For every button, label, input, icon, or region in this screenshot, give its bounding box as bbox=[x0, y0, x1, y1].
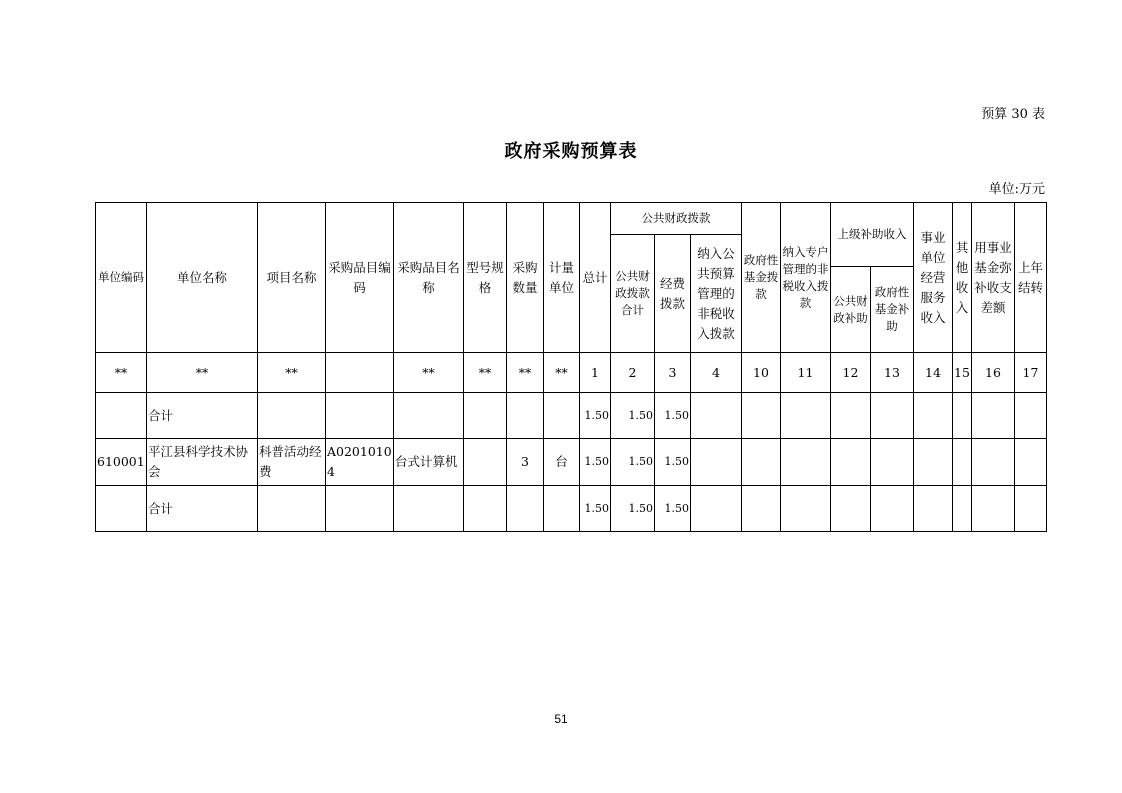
index-cell: 15 bbox=[953, 353, 972, 393]
cell-empty bbox=[831, 486, 871, 532]
col-unit-code: 单位编码 bbox=[96, 203, 147, 353]
col-measure-unit: 计量单位 bbox=[544, 203, 580, 353]
cell-item-code: A02010104 bbox=[326, 439, 394, 486]
index-cell: ** bbox=[464, 353, 507, 393]
col-carryover: 上年结转 bbox=[1015, 203, 1047, 353]
cell-item-name bbox=[394, 486, 464, 532]
cell-empty bbox=[742, 439, 781, 486]
cell-unit-name: 合计 bbox=[147, 486, 258, 532]
index-cell: ** bbox=[258, 353, 326, 393]
col-item-code: 采购品目编码 bbox=[326, 203, 394, 353]
cell-total: 1.50 bbox=[580, 439, 611, 486]
col-spec: 型号规格 bbox=[464, 203, 507, 353]
page-number: 51 bbox=[554, 712, 568, 726]
cell-empty bbox=[742, 486, 781, 532]
cell-quantity bbox=[507, 486, 544, 532]
cell-empty bbox=[831, 393, 871, 439]
index-cell bbox=[326, 353, 394, 393]
cell-unit-name: 合计 bbox=[147, 393, 258, 439]
cell-empty bbox=[972, 439, 1015, 486]
col-project-name: 项目名称 bbox=[258, 203, 326, 353]
index-cell: 14 bbox=[914, 353, 953, 393]
col-superior-subsidy: 上级补助收入 bbox=[831, 203, 914, 267]
col-other-income: 其他收入 bbox=[953, 203, 972, 353]
col-unit-name: 单位名称 bbox=[147, 203, 258, 353]
index-cell: ** bbox=[96, 353, 147, 393]
cell-empty bbox=[781, 486, 831, 532]
cell-empty bbox=[691, 439, 742, 486]
page-title: 政府采购预算表 bbox=[504, 141, 638, 162]
cell-public-fiscal-total: 1.50 bbox=[611, 439, 655, 486]
cell-unit-code: 610001 bbox=[96, 439, 147, 486]
cell-expense-grant: 1.50 bbox=[655, 439, 691, 486]
col-public-fiscal-total: 公共财政拨款合计 bbox=[611, 235, 655, 353]
cell-empty bbox=[691, 486, 742, 532]
col-nontax-in-budget: 纳入公共预算管理的非税收入拨款 bbox=[691, 235, 742, 353]
cell-spec bbox=[464, 486, 507, 532]
cell-spec bbox=[464, 439, 507, 486]
cell-measure-unit: 台 bbox=[544, 439, 580, 486]
index-row bbox=[96, 353, 1047, 393]
cell-measure-unit bbox=[544, 486, 580, 532]
cell-measure-unit bbox=[544, 393, 580, 439]
cell-quantity bbox=[507, 393, 544, 439]
col-reserve-fund: 用事业基金弥补收支差额 bbox=[972, 203, 1015, 353]
cell-empty bbox=[781, 439, 831, 486]
table-row bbox=[96, 439, 1047, 486]
table-row bbox=[96, 393, 1047, 439]
cell-total: 1.50 bbox=[580, 393, 611, 439]
cell-empty bbox=[1015, 393, 1047, 439]
cell-public-fiscal-total: 1.50 bbox=[611, 393, 655, 439]
index-cell: 4 bbox=[691, 353, 742, 393]
col-superior-public-fiscal: 公共财政补助 bbox=[831, 267, 871, 353]
index-cell: ** bbox=[507, 353, 544, 393]
col-item-name: 采购品目名称 bbox=[394, 203, 464, 353]
cell-empty bbox=[871, 486, 914, 532]
cell-empty bbox=[914, 393, 953, 439]
col-gov-fund-grant: 政府性基金拨款 bbox=[742, 203, 781, 353]
index-cell: ** bbox=[147, 353, 258, 393]
cell-empty bbox=[691, 393, 742, 439]
cell-unit-name: 平江县科学技术协会 bbox=[147, 439, 258, 486]
cell-empty bbox=[972, 393, 1015, 439]
header-row-1 bbox=[96, 203, 1047, 235]
cell-unit-code bbox=[96, 393, 147, 439]
index-cell: 10 bbox=[742, 353, 781, 393]
cell-spec bbox=[464, 393, 507, 439]
cell-empty bbox=[871, 393, 914, 439]
form-number: 预算 30 表 bbox=[981, 107, 1045, 122]
cell-empty bbox=[1015, 439, 1047, 486]
unit-label: 单位:万元 bbox=[988, 182, 1045, 197]
col-business-revenue: 事业单位经营服务收入 bbox=[914, 203, 953, 353]
cell-project-name bbox=[258, 486, 326, 532]
cell-item-name: 台式计算机 bbox=[394, 439, 464, 486]
cell-empty bbox=[953, 393, 972, 439]
procurement-budget-table bbox=[95, 202, 1047, 532]
cell-project-name bbox=[258, 393, 326, 439]
cell-total: 1.50 bbox=[580, 486, 611, 532]
col-quantity: 采购数量 bbox=[507, 203, 544, 353]
cell-empty bbox=[742, 393, 781, 439]
cell-empty bbox=[953, 486, 972, 532]
cell-project-name: 科普活动经费 bbox=[258, 439, 326, 486]
cell-empty bbox=[914, 486, 953, 532]
index-cell: 1 bbox=[580, 353, 611, 393]
col-total: 总计 bbox=[580, 203, 611, 353]
col-expense-grant: 经费拨款 bbox=[655, 235, 691, 353]
index-cell: ** bbox=[394, 353, 464, 393]
index-cell: 16 bbox=[972, 353, 1015, 393]
index-cell: 11 bbox=[781, 353, 831, 393]
cell-empty bbox=[914, 439, 953, 486]
cell-empty bbox=[1015, 486, 1047, 532]
cell-quantity: 3 bbox=[507, 439, 544, 486]
index-cell: 12 bbox=[831, 353, 871, 393]
index-cell: 17 bbox=[1015, 353, 1047, 393]
cell-expense-grant: 1.50 bbox=[655, 486, 691, 532]
cell-empty bbox=[972, 486, 1015, 532]
col-nontax-special: 纳入专户管理的非税收入拨款 bbox=[781, 203, 831, 353]
index-cell: 3 bbox=[655, 353, 691, 393]
cell-item-code bbox=[326, 486, 394, 532]
cell-empty bbox=[781, 393, 831, 439]
cell-item-code bbox=[326, 393, 394, 439]
index-cell: 13 bbox=[871, 353, 914, 393]
cell-item-name bbox=[394, 393, 464, 439]
cell-empty bbox=[831, 439, 871, 486]
index-cell: 2 bbox=[611, 353, 655, 393]
col-public-fiscal: 公共财政拨款 bbox=[611, 203, 742, 235]
cell-empty bbox=[871, 439, 914, 486]
cell-public-fiscal-total: 1.50 bbox=[611, 486, 655, 532]
cell-expense-grant: 1.50 bbox=[655, 393, 691, 439]
col-superior-gov-fund: 政府性基金补助 bbox=[871, 267, 914, 353]
cell-empty bbox=[953, 439, 972, 486]
table-row bbox=[96, 486, 1047, 532]
cell-unit-code bbox=[96, 486, 147, 532]
index-cell: ** bbox=[544, 353, 580, 393]
